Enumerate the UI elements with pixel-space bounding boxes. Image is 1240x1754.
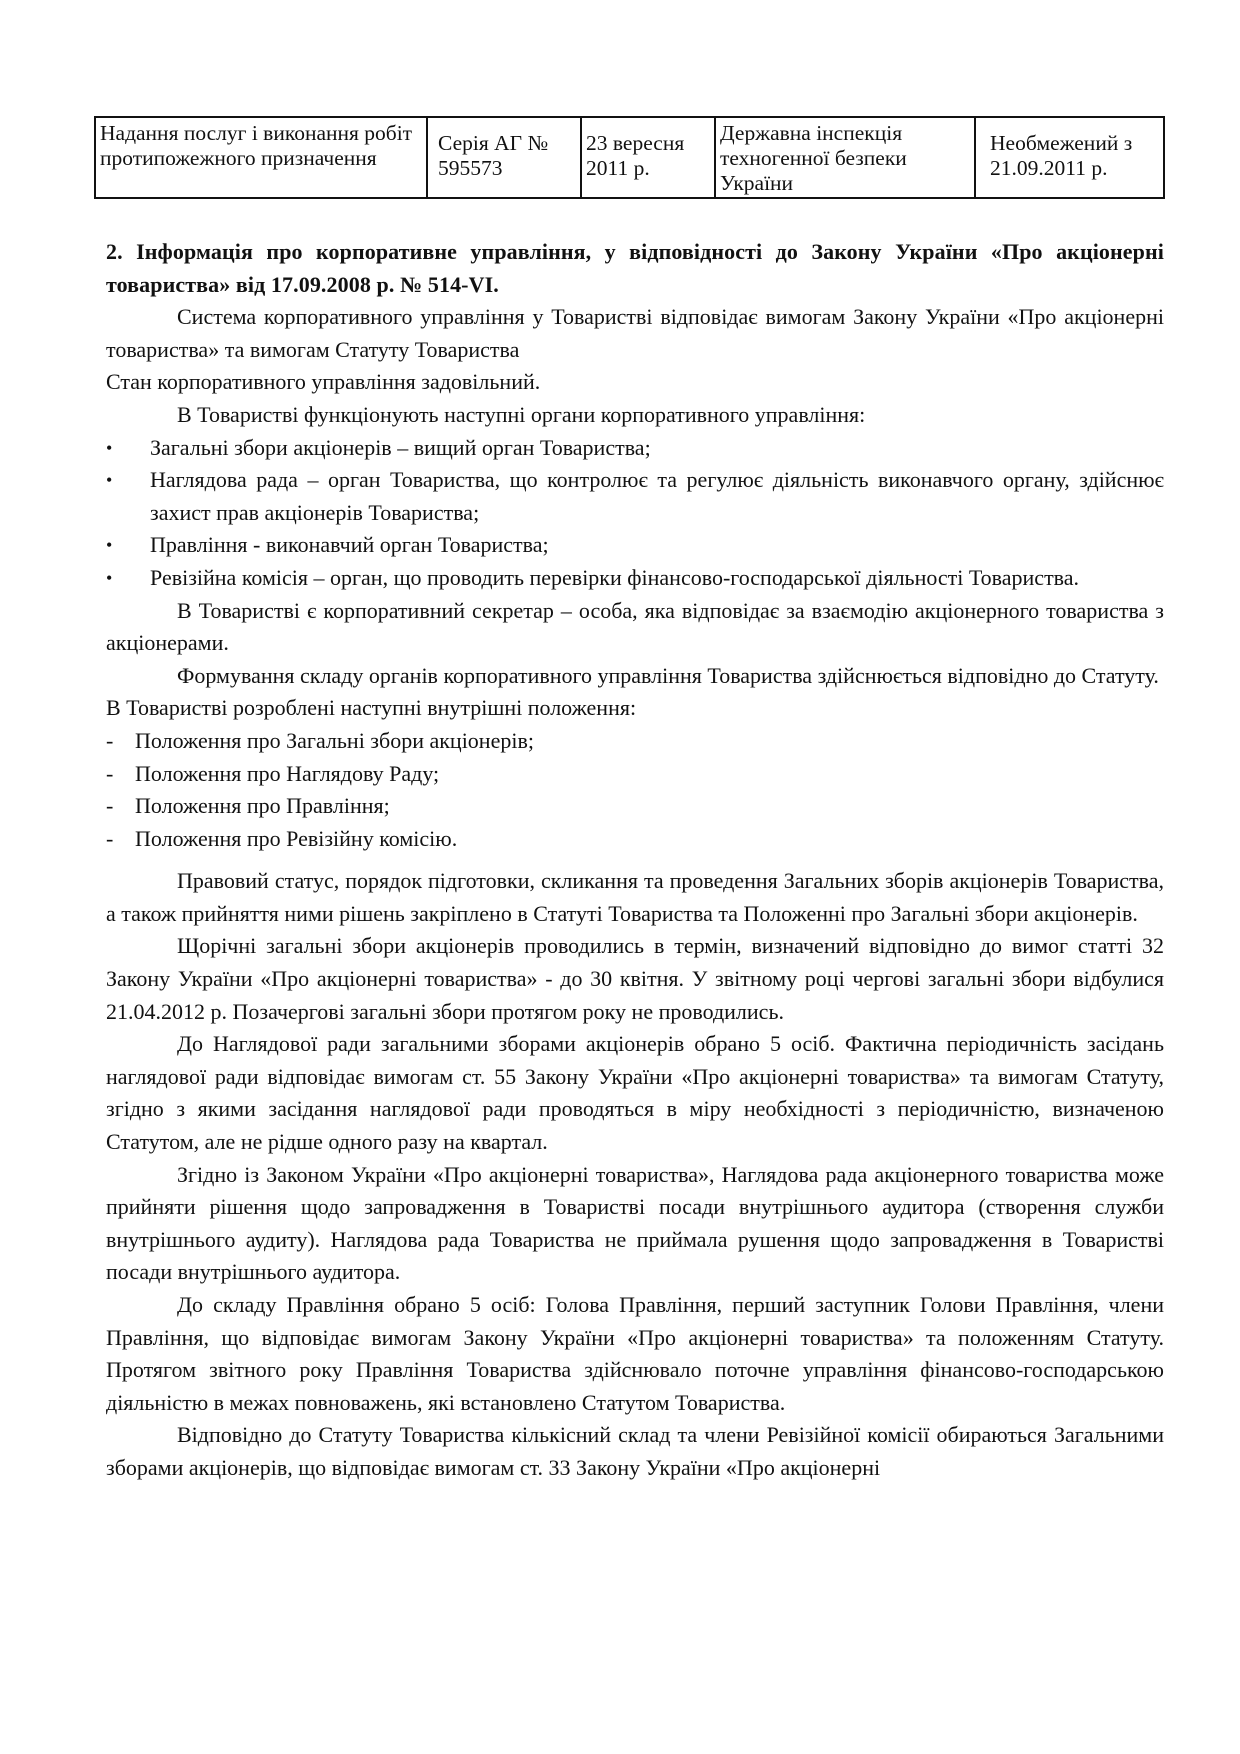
license-validity-cell: Необмежений з 21.09.2011 р. bbox=[975, 117, 1164, 198]
license-issuer-cell: Державна інспекція техногенної безпеки України bbox=[715, 117, 975, 198]
list-item-text: Положення про Наглядову Раду; bbox=[135, 760, 440, 786]
paragraph-supervisory-board: До Наглядової ради загальними зборами акціонерів обрано 5 осіб. Фактична періодичність засідань наглядової ради відповідає вимогам ст. 55 Закону України «Про акціонерні товариства» та вимогам Статуту, згідно з якими засідання наглядової ради проводяться в міру необхідності з періодичністю, визначеною Статутом, але не рідше одного разу на квартал. bbox=[106, 1031, 1164, 1155]
paragraph-regulations-intro: В Товаристві розроблені наступні внутрішні положення: bbox=[106, 695, 637, 721]
list-item-text: Положення про Правління; bbox=[135, 793, 390, 819]
internal-regulations-list bbox=[106, 725, 1164, 855]
license-activity-cell: Надання послуг і виконання робіт протипожежного призначення bbox=[95, 117, 427, 198]
dash-icon: - bbox=[106, 825, 114, 851]
list-item bbox=[106, 464, 1164, 529]
dash-icon: - bbox=[106, 727, 114, 753]
list-item bbox=[106, 725, 1164, 758]
list-item-text: Загальні збори акціонерів – вищий орган Товариства; bbox=[150, 434, 651, 460]
paragraph-system: Система корпоративного управління у Товаристві відповідає вимогам Закону України «Про акціонерні товариства» та вимогам Статуту Товариства bbox=[106, 304, 1164, 362]
bullet-icon: • bbox=[106, 470, 113, 491]
dash-icon: - bbox=[106, 793, 114, 819]
list-item bbox=[106, 790, 1164, 823]
list-item-text: Наглядова рада – орган Товариства, що контролює та регулює діяльність виконавчого органу, здійснює захист прав акціонерів Товариства; bbox=[150, 467, 1164, 525]
bullet-icon: • bbox=[106, 567, 113, 588]
license-row bbox=[95, 117, 1164, 198]
list-item-text: Ревізійна комісія – орган, що проводить перевірки фінансово-господарської діяльності Товариства. bbox=[150, 564, 1080, 590]
list-item bbox=[106, 758, 1164, 791]
section-heading: 2. Інформація про корпоративне управління, у відповідності до Закону України «Про акціонерні товариства» від 17.09.2008 р. № 514-VI. bbox=[106, 239, 1164, 297]
dash-icon: - bbox=[106, 760, 114, 786]
paragraph-state: Стан корпоративного управління задовільний. bbox=[106, 369, 541, 395]
paragraph-formation: Формування складу органів корпоративного управління Товариства здійснюється відповідно до Статуту. bbox=[177, 662, 1159, 688]
list-item-text: Правління - виконавчий орган Товариства; bbox=[150, 532, 549, 558]
paragraph-legal-status: Правовий статус, порядок підготовки, скликання та проведення Загальних зборів акціонерів Товариства, а також прийняття ними рішень закріплено в Статуті Товариства та Положенні про Загальні збори акціонерів. bbox=[106, 868, 1164, 926]
bullet-icon: • bbox=[106, 437, 113, 458]
paragraph-bodies-intro: В Товаристві функціонують наступні органи корпоративного управління: bbox=[177, 401, 866, 427]
paragraph-annual-meetings: Щорічні загальні збори акціонерів проводились в термін, визначений відповідно до вимог статті 32 Закону України «Про акціонерні товариства» - до 30 квітня. У звітному році чергові загальні збори відбулися 21.04.2012 р. Позачергові загальні збори протягом року не проводились. bbox=[106, 933, 1164, 1024]
governance-bodies-list bbox=[106, 432, 1164, 595]
list-item bbox=[106, 529, 1164, 562]
paragraph-management-board: До складу Правління обрано 5 осіб: Голова Правління, перший заступник Голови Правління, члени Правління, що відповідає вимогам Закону України «Про акціонерні товариства» та положенням Статуту. Протягом звітного року Правління Товариства здійснювало поточне управління фінансово-господарською діяльністю в межах повноважень, які встановлено Статутом Товариства. bbox=[106, 1292, 1164, 1415]
paragraph-audit-commission: Відповідно до Статуту Товариства кількісний склад та члени Ревізійної комісії обираються Загальними зборами акціонерів, що відповідає вимогам ст. 33 Закону України «Про акціонерні bbox=[106, 1422, 1164, 1480]
list-item bbox=[106, 562, 1164, 595]
license-series-cell: Серія АГ № 595573 bbox=[427, 117, 581, 198]
list-item-text: Положення про Ревізійну комісію. bbox=[135, 825, 458, 851]
paragraph-secretary: В Товаристві є корпоративний секретар – особа, яка відповідає за взаємодію акціонерного товариства з акціонерами. bbox=[106, 597, 1164, 656]
license-table bbox=[94, 116, 1165, 199]
bullet-icon: • bbox=[106, 535, 113, 556]
document-body bbox=[106, 236, 1164, 1485]
list-item-text: Положення про Загальні збори акціонерів; bbox=[135, 727, 534, 753]
list-item bbox=[106, 432, 1164, 465]
license-issue-date-cell: 23 вересня 2011 р. bbox=[581, 117, 715, 198]
paragraph-internal-auditor: Згідно із Законом України «Про акціонерні товариства», Наглядова рада акціонерного товариства може прийняти рішення щодо запровадження в Товаристві посади внутрішнього аудитора (створення служби внутрішнього аудиту). Наглядова рада Товариства не приймала рушення щодо запровадження в Товаристві посади внутрішнього аудитора. bbox=[106, 1161, 1164, 1285]
list-item bbox=[106, 823, 1164, 856]
spacer bbox=[106, 855, 1164, 865]
